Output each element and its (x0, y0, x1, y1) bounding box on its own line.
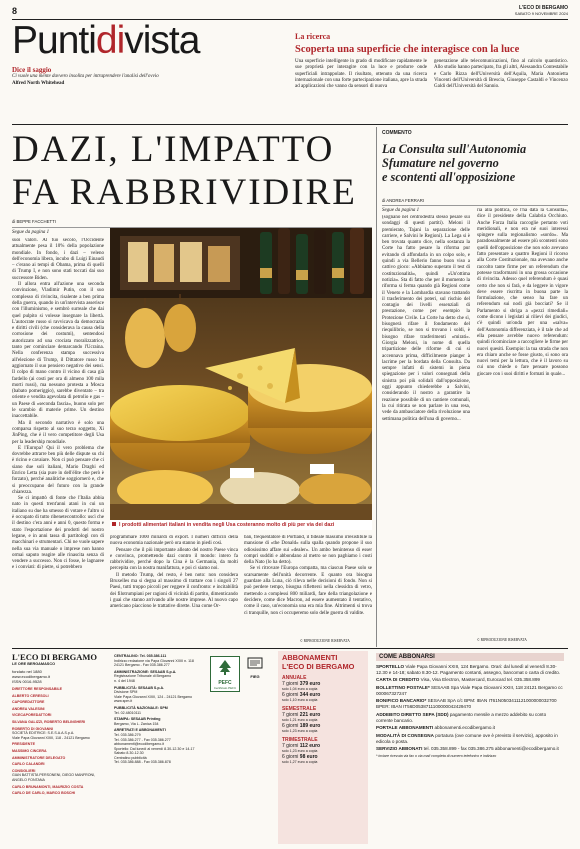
cheese-photo-graphic (110, 228, 372, 520)
semestrale-price: 189 euro (299, 722, 321, 729)
masthead-center-line: Tel. 035.386.277 - Fax 035.386.277 (114, 737, 171, 742)
masthead-line: CARLO BRUNAMONTI, MAURIZIO COSTA (12, 784, 84, 789)
masthead-center-line: Divisione SPM (114, 690, 138, 695)
masthead-center-line: www.spm.it (114, 699, 133, 704)
tree-icon (216, 659, 234, 675)
masthead-line: ALBERTO CERESOLI (12, 693, 49, 698)
annuale-days: 6 giorni (282, 691, 299, 698)
annuale-per: solo 1,10 euro a copia (282, 697, 318, 702)
annuale-price: 344 euro (299, 691, 321, 698)
come-abbonarsi-title: COME ABBONARSI (376, 653, 564, 661)
fieg-icon (247, 657, 263, 669)
masthead-line: CARLO CALANDRI (12, 762, 45, 767)
come-abbonarsi-item-label: ADDEBITO DIRETTO SEPA (SDD) (376, 711, 449, 717)
masthead-line: SOCIETÀ EDITRICE: S.E.S.A.A.S.p.A. (12, 731, 75, 736)
come-abbonarsi-note: * inviare ricevuta via fax o via mail completa di numero telefonico e indirizzo (376, 753, 497, 758)
main-col3-para: ban, frequentatore di Portland, il fideale massimo irresistibile la mansione di «the Donald» sulla spalla quando propone il suo odiosissimo affare sui «dealer». Un ambo benintenso di esser compri sudditi e abbondano al metro se non paghiamo i costi della Nato (lo ha detto). (244, 535, 372, 566)
semestrale-per: solo 1,21 euro a copia (282, 718, 318, 723)
annuale-per: solo 1,04 euro a copia (282, 687, 318, 691)
masthead-center-line: Tel. 035.386.279 (114, 732, 141, 737)
commento-continued: Segue da pagina 1 (382, 208, 420, 213)
come-abbonarsi-item-label: BOLLETTINO POSTALE* (376, 684, 430, 690)
come-abbonarsi-item-label: BONIFICO BANCARIO* (376, 698, 427, 704)
come-abbonarsi-item (376, 664, 564, 676)
main-col2-para: programmare 1000 miliardi di export. I numeri difficili della nuova economia nazionale però ora stanno in piedi così. (110, 535, 238, 547)
masthead-center-line: STAMPA: SESAAB Printing (114, 717, 161, 722)
come-abbonarsi-item-text: SESAAB Spa Viale Papa Giovanni XXIII, 118 24121 Bergamo cc 000067327247 (376, 684, 563, 696)
masthead-center-line: abbonamenti@ecodibergamo.it (114, 742, 164, 747)
abbonamenti-title (282, 654, 364, 671)
masthead-center-line: Sportello: Dal lunedì al venerdì 8.30-12.30 e 14-17 (114, 746, 195, 751)
masthead-line: VICECAPOREDATTORI (12, 713, 52, 718)
main-credit: © RIPRODUZIONE RISERVATA (300, 639, 350, 643)
come-abbonarsi-item-label: SPORTELLO (376, 664, 405, 669)
abbonamenti-title-line1: ABBONAMENTI (282, 653, 338, 662)
commento-title-line2: Sfumature nel governo (382, 156, 499, 170)
photo-caption (110, 520, 372, 530)
abbonamenti-title-line2: L'ECO DI BERGAMO (282, 661, 355, 671)
come-abbonarsi-item-text: pagamento mensile a mezzo addebito su conto corrente bancario. (376, 711, 547, 723)
page-number: 8 (12, 6, 18, 16)
come-abbonarsi-item-text: Visa, Visa Electron, Mastercard, Eurocard tel. 035.358.899 (420, 677, 540, 683)
masthead-center-line: Sabato 8.30-12.30 (114, 751, 144, 756)
semestrale-days: 6 giorni (282, 722, 299, 729)
trimestrale-per: solo 1,23 euro a copia (282, 749, 318, 754)
commento-label: COMMENTO (382, 130, 412, 136)
trimestrale-per: solo 1,27 euro a copia (282, 759, 318, 764)
semestrale-title: SEMESTRALE (282, 706, 317, 713)
come-abbonarsi-block (372, 651, 568, 844)
masthead-line: MASSIMO CINCERA (12, 748, 47, 753)
commento-title (382, 142, 572, 184)
come-abbonarsi-item-label: PORTALE ABBONAMENTI (376, 725, 434, 731)
issue-date: SABATO 9 NOVEMBRE 2024 (514, 11, 568, 16)
masthead-center-line: n. 4 del 1948 (114, 678, 135, 683)
section-title-part2: di (95, 19, 125, 62)
main-text-col3 (244, 535, 372, 639)
semestrale-days: 7 giorni (282, 712, 299, 719)
fieg-label: FIEG (250, 674, 260, 679)
masthead-line: CARLO DE CARLO, MARCO BOSCHI (12, 791, 76, 796)
masthead-sub: LE ORE BERGAMASCO (12, 662, 56, 666)
ricerca-title: Scoperta una superficie che interagisce con la luce (295, 44, 520, 55)
main-text-col1 (12, 238, 104, 645)
annuale-price: 379 euro (299, 681, 321, 687)
section-title-part1: Punti (12, 19, 96, 62)
pefc-sub: Certificato PEFC (213, 686, 237, 690)
come-abbonarsi-item (376, 733, 564, 745)
saggio-label: Dice il saggio (12, 66, 52, 74)
abbonamenti-block (278, 651, 368, 844)
section-title-part3: vista (124, 19, 200, 62)
saggio-author: Alfred North Whitehead (12, 81, 65, 86)
main-headline-line1: DAZI, L'IMPATTO (12, 129, 335, 170)
masthead-center-line: CENTRALINO: Tel. 035.386.111 (114, 654, 167, 658)
main-headline (12, 128, 372, 214)
come-abbonarsi-item (376, 698, 564, 710)
masthead-line: CONSIGLIERI (12, 768, 36, 773)
masthead-line: PRESIDENTE (12, 742, 35, 747)
masthead-center-line: Viale Papa Giovanni XXIII, 124 - 24121 Bergamo (114, 694, 193, 699)
main-headline-line2: FA RABBRIVIDIRE (12, 172, 357, 213)
come-abbonarsi-items (376, 664, 564, 752)
masthead-line: CAPOREDATTORE (12, 700, 45, 705)
commento-credit: © RIPRODUZIONE RISERVATA (477, 638, 527, 642)
trimestrale-price: 112 euro (299, 743, 321, 750)
masthead-block (12, 652, 110, 842)
come-abbonarsi-item (376, 746, 564, 752)
come-abbonarsi-item (376, 712, 564, 724)
masthead-line: ANDREA VALESINI (12, 706, 45, 711)
masthead-founded: fondato nel 1880 (12, 669, 42, 674)
masthead-site: www.ecodibergamo.it (12, 674, 51, 679)
masthead-lines (12, 687, 110, 796)
masthead-center-line: Tel. 035.386.888 - Fax 035.386.878 (114, 760, 171, 765)
masthead-name: L'ECO DI BERGAMO (12, 652, 98, 662)
main-col2-para: Il metodo Trump, del resto, è ben noto: non considera Bruxelles ma si degna al massimo di trattare con i singoli 27 Paesi, tutti troppo piccoli per reggere il confronto: e incitabilità dei filotrumpiani per ragioni di vicinità di partito, dimenticando i guai che stanno arrivando alle nostre imprese. Al nuovo capo americano piacciono le trattative dirette. Una come Or- (110, 572, 238, 610)
trimestrale-title: TRIMESTRALE (282, 737, 318, 744)
masthead-line: ROBERTO DI GIOVANNI (12, 726, 53, 731)
caption-marker (112, 522, 116, 526)
masthead-line: DIRETTORE RESPONSABILE (12, 687, 63, 691)
masthead-line: AMMINISTRATORE DELEGATO (12, 755, 66, 760)
commento-byline: di ANDREA FERRARI (382, 198, 425, 203)
come-abbonarsi-item-text[interactable]: abbonamenti.ecodibergamo.it (434, 725, 495, 731)
come-abbonarsi-item-text: tel. 035.358.899 - fax 035.386.275 abbonamenti@ecodibergamo.it (423, 746, 559, 752)
commento-title-line3: e scontenti all'opposizione (382, 170, 516, 184)
main-byline: di BEPPE FACCHETTI (12, 219, 56, 224)
ricerca-kicker: La ricerca (295, 32, 331, 41)
semestrale-per: solo 1,23 euro a copia (282, 728, 318, 733)
come-abbonarsi-item (376, 677, 564, 683)
annuale-title: ANNUALE (282, 675, 307, 681)
come-abbonarsi-item (376, 725, 564, 731)
main-col1-para: Se ci impattò di fonte che l'Italia abbia nato in questi trent'anni atani in cui un italiano su due ha smesso di votare e l'altro si è occupato di tutto ribenetecontrollo: uscì che il destino c'era anni e anni 0, questo forma e stato l'esportazione dei prodotti del nostro legane, e in anni tassa di partitologi con di macchinari e strumentari. Chi ne vuole sapere nella sua via manuale o imprese non hanno ormai saputo reagire alle rinascita senza di vendere a successo. Non ci fosse, le lagnaree e i conviati: di pietre, si potrebbero (12, 496, 104, 571)
masthead-center-lines (114, 652, 204, 842)
trimestrale-days: 6 giorni (282, 753, 299, 760)
main-continued: Segue da pagina 1 (12, 230, 50, 235)
come-abbonarsi-item-label: MODALITÀ DI CONSEGNA (376, 732, 434, 738)
ricerca-text-col1: Una superficie intelligente in grado di modificare rapidamente le sue proprietà per interagire con la luce e produrre onde superficiali intrappolate. Il risultato, ottenuto da una ricerca internazionale con una forte partecipazione italiana, apre la strada ad applicazioni che vanno da sensori di nuova (295, 59, 427, 90)
semestrale-price: 221 euro (299, 712, 321, 719)
photo-caption-text: I prodotti alimentari italiani in vendita negli Usa costeranno molto di più per via dei dazi (119, 522, 335, 528)
main-col1-para: suoi valori. Al tuo secolo, l'Occidente attualmente pesa il 10% della popolazione mondiale. In fondo, i dazi – veleno dell'economia libera, incubo di Luigi Einaudi – c'erano ai tempi di Obama, prima di quelli di Trump I, e non sono stati toccati dai suo successore Biden. (12, 238, 104, 281)
come-abbonarsi-item-text: Viale Papa Giovanni XXIII, 124 Bergamo. Orari: dal lunedì al venerdì 8.30-12.30 e 14-18; sabato 8.30-12. Pagamento contanti, assegno, bancomat o carta di credito. (376, 664, 561, 675)
masthead-center-line: PUBBLICITÀ: SESAAB S.p.A. (114, 685, 165, 690)
main-col1-para: E l'Europa? Qui il vero problema che dovrebbe attrarre ben più delle dispute su chi è ricino e cavaiare. Non ci può pensare che ci siano due soli italiani, Mario Draghi ed Enrico Letta (sia pure in dell'élite che però è forzato), perché analitiche soggiornerò e, che si preoccupano del futuro con la grande chiarezza. (12, 445, 104, 495)
come-abbonarsi-item-label: CARTA DI CREDITO (376, 677, 420, 683)
commento-title-line1: La Consulta sull'Autonomia (382, 142, 527, 156)
masthead-line: Viale Papa Giovanni XXIII, 118 - 24121 Bergamo (12, 735, 90, 740)
masthead-line: SILVANA GALIZZI, ROBERTO BELINGHERI (12, 719, 86, 724)
ricerca-text-col2: generazione alle telecomunicazioni, fino al calcolo quantistico. Allo studio hanno partecipato, fra gli altri, Alessandra Contestabile e Carlo Rizza dell'Università dell'Aquila, Maria Antonietta Vincenti dell'Università di Brescia, Giuseppe Castaldi e Vincenzo Galdi dell'Università del Sannio. (434, 59, 568, 90)
main-col3-para: Se vi ritrovare l'Europa compatta, ma ciascun Paese solo se scarsamente dell'unità decorrente. E quanto ora bisogna guardare alla Luna, ciò rileva nelle decisioni di fondo. Non si può perdere tempo, bisogna riflettersi nella clessidra di vetro, mettendo a complessi 800 miliardi, fare della triangolazione e decidere, come dice Macron, ad essere aumentato il tentativo, come il caso, un'economia una era mia fine. Altrimenti si trova ci tranquille, non ci occuperemo solo delle guerra di valdite. (244, 566, 372, 616)
masthead-center-line: Indirizzo redazione via Papa Giovanni XXIII n. 118 (114, 658, 194, 663)
masthead-center-line: Tel. 02.48010111 (114, 710, 142, 715)
fieg-logo (244, 656, 266, 679)
come-abbonarsi-item-text: portatura (ove comune ove è previsto il servizio), apposito in edicola o posta. (376, 732, 558, 744)
main-col1-para: Ma il secondo narrativo è solo una comparsa rispetto al suo terzo soggetto, Xi JinPing, che è il vero competitore degli Usa per la leadership mondiale. (12, 420, 104, 445)
trimestrale-days: 7 giorni (282, 743, 299, 750)
masthead-center-line: AMMINISTRAZIONE: SESAAB S.p.A. (114, 669, 177, 674)
come-abbonarsi-item-text: SESAAB SpA c/c BPM: IBAN IT61N0503411121000000032700 BPER: IBAN IT56D0538711100000042429470 (376, 698, 557, 710)
trimestrale-price: 98 euro (299, 753, 318, 760)
masthead-center-line: Bergamo, Via L. Zanica 154 (114, 721, 159, 726)
newspaper-name: L'ECO DI BERGAMO (519, 5, 568, 11)
commento-text-col1: (sognano nel centrodestra stesso pesare sui sondaggi di questi partiti). Meloni il premierato, Tajani la separazione delle carriere, e Salvini le Regioni). La Lega si è ben trovata quanto dice, nella sostanza la Corte ha fatto pesare la riforma pur evitando di affondarla in un colpo solo, e quindi a via Bellerio fanno buon viso a cattivo gioco: «Abbiamo superato il test di costituzionalità», quindi «Un'ottima notizia». Sta di fatto che per il momento la riforma si ferma quando già Regioni come il Veneto e la Lombardia stavano trattando il trasferimento dei poteri, sul rischio del contagio dei livelli essenziali di prestazione, come per esempio la Protezione Civile. La Corte ha detto che sì, bisognerà rifare il fondamento del riequilibrio, se non si trovano i soldi, è bisogno rifare trasferimenti «mirati». Giorgia Meloni, in nome di quella tripartizione delle riforme di cui si accennava prima, difficilmente pianger à lacrime per la bordata della Consulta. Da sempre infatti di sistemi in piena spiegazione per i valori consegnati della sinistra poi più solidali dall'opposizione, oggi appunto chiederebbe a Salvini, considerando il nostro a garantire la reazione possibile di un cantiere comunali, la cui ritirata se non parlare in una resa, vede da ambasciatore della rivoluzione una settimana politica dell'una di governo... (382, 215, 470, 422)
annuale-days: 7 giorni (282, 681, 299, 687)
commento-text-col2: ria alla politica, ce l'ha data la Consulta», dice il presidente della Calabria Occhiuto. Anche Forza Italia raccoglie pertanto voti meridionali, e non era né suoi interessi spingere sulla regionalismo «sordo». Ma paradossalmente ad essere più scontenti sono quelli dell'opposizione che non solo avevano fatto presentare a quattro Regioni il ricorso alla Corte Costituzionale, ma avevano anche raccolto tante firme per un referendum che potesse trasformarsi in una grossa occasione di rivincita. Adesso quel referendum è quasi certo che non si farà, e da leggere in vigore deve essere riscritta in buona parte la formulazione, che senso ha fare un referendum sui nodi già bocciati? Se il Parlamento si sbriga a «pezzi rimediali» come dicono i legislati ai rilievi dei giudici, c'è quindi un'onda per una «salva» dell'Autonomia differenziata, è il tale che ad ella pensare avrebbe nuovo referendum: quindi ricominciare a raccogliere le firme per nuovi quesiti. Esempio: la tua strada che non era chiaro anche se fosse giusto, si sono ora nuovi temi per la lettura, che è il lavoro su cui uno chiede o fare pensare possono giocare con i suoi diritti e formati in quale... (477, 208, 568, 377)
pefc-label: PEFC (218, 680, 232, 686)
masthead-center-line: Registrazione Tribunale di Bergamo (114, 674, 172, 679)
section-title (12, 20, 199, 62)
saggio-quote: Ci vuole una mente davvero insolita per intraprendere l'analisi dell'ovvio (12, 74, 159, 79)
pefc-logo (210, 656, 240, 692)
masthead-center-line: Centralino pubblicità (114, 755, 147, 760)
main-col1-para: Il allora entra all'azione una seconda convinzione, Vladimir Putin, con il suo complesso di rivincita, risalente a ben prima della guerra, quando in un'intervista asserisce con l'illuminismo, e sembrò surreale che dai quel pulpito si volesse insegnare la libertà. L'autocrate russo si ravvicava da democrazia e diritti civili (che considerava la causa della corrosione dei costumi), sentendosi autorizzato ad una crociata moralizzatrice, tanto per cominciare demarcando l'Ucraina. Nella conferenza stampa successiva all'elezione di Trump, il Dittatore russo ha aggiornato il suo pensiero negativo dei sensi. Il colpo di mano contro il vicino di casa già fardello (ai costi per ora di almeno 100 mila morti russi), ma nessuno protesta a Mosca (babato pomeriggio), sarebbe diventato – tra oriente e vendita agevolata di petrolio e gas – un Paese di «seconda fascia», buono solo per le scambio di materie prime. Un destino inaccettabile. (12, 282, 104, 420)
come-abbonarsi-item (376, 685, 564, 697)
masthead-center-line: PUBBLICITÀ NAZIONALE: SPM (114, 705, 168, 710)
come-abbonarsi-item-label: SERVIZIO ABBONATI (376, 746, 423, 752)
cheese-photo (110, 228, 372, 520)
masthead-center-line: 24121 Bergamo - Fax 035.386.277 (114, 663, 170, 668)
masthead-center-line: ARRETRATI E ABBONAMENTI (114, 728, 166, 733)
main-text-col2 (110, 535, 238, 645)
masthead-issn: ISSN 0016-9528 (12, 679, 42, 684)
main-col2-para: Pensare che il più importante alleato del nostro Paese vinca e convinca, promettendo dazi contro il mondo: intero fa rabbrividire, perché dopo la Cina è la Germania, da molti percepita con la nostra manifattura, e poi ci siamo noi. (110, 547, 238, 572)
masthead-line: GIAN BATTISTA PERSONENI, DIEGO MANFRONI, ANGELO FONTANA (12, 773, 96, 782)
